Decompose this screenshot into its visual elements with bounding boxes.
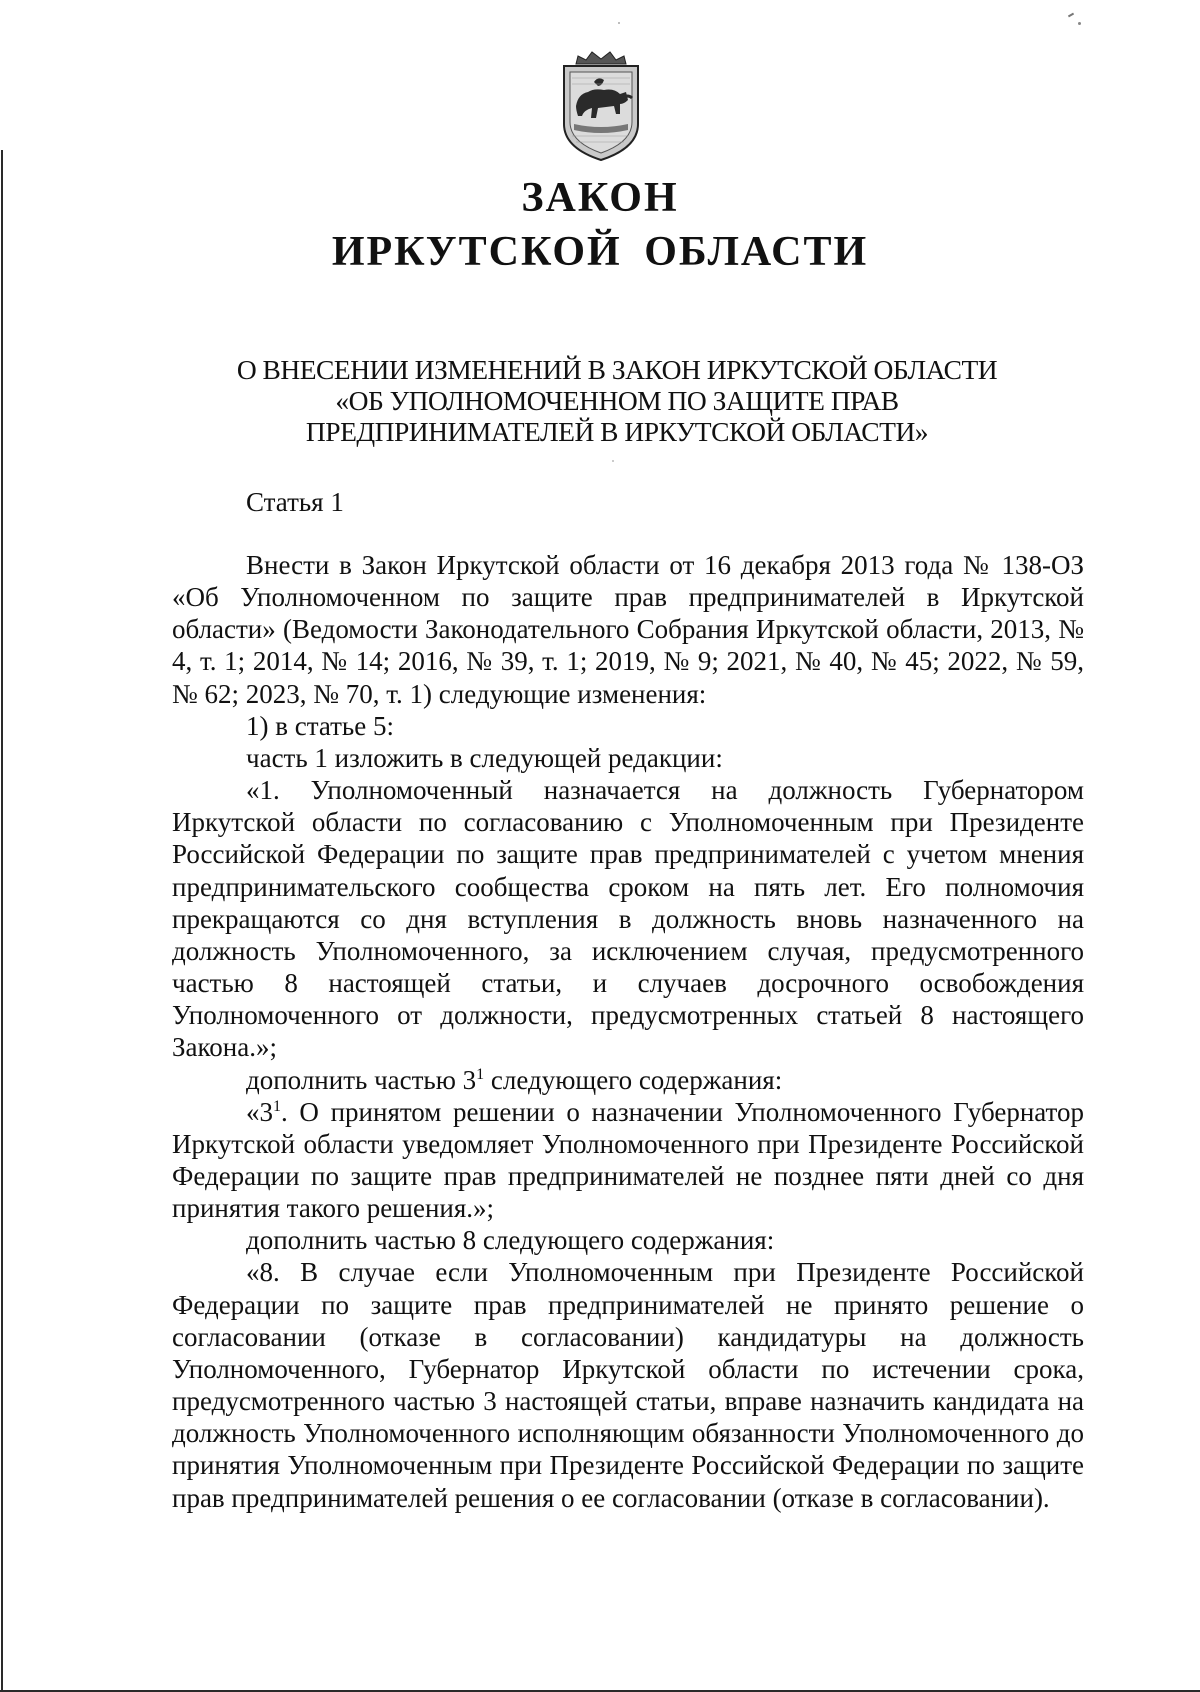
scan-speck (612, 460, 614, 462)
paragraph: Внести в Закон Иркутской области от 16 декабря 2013 года № 138-ОЗ «Об Уполномоченном по защите прав предпринимателей в Иркутской области» (Ведомости Законодательного Собрания Иркутской области, 2013, № 4, т. 1; 2014, № 14; 2016, № 39, т. 1; 2019, № 9; 2021, № 40, № 45; 2022, № 59, № 62; 2023, № 70, т. 1) следующие изменения: (172, 550, 1084, 709)
scan-speck (1078, 22, 1081, 25)
superscript: 1 (476, 1065, 485, 1083)
coat-of-arms-emblem (554, 50, 648, 162)
scan-speck (1068, 13, 1074, 18)
scan-edge-left (1, 150, 3, 1690)
subtitle-line: ПРЕДПРИНИМАТЕЛЕЙ В ИРКУТСКОЙ ОБЛАСТИ» (305, 416, 929, 447)
region-title: ИРКУТСКОЙ ОБЛАСТИ (331, 229, 869, 275)
paragraph: 1) в статье 5: (246, 710, 394, 741)
paragraph: часть 1 изложить в следующей редакции: (246, 742, 723, 773)
paragraph: «8. В случае если Уполномоченным при Президенте Российской Федерации по защите прав предпринимателей не принято решение о согласовании (отказе в согласовании) кандидатуры на должность Уполномоченного, Губернатор Иркутской области по истечении срока, предусмотренного частью 3 настоящей статьи, вправе назначить кандидата на должность Уполномоченного исполняющим обязанности Уполномоченного до принятия Уполномоченным при Президенте Российской Федерации по защите прав предпринимателей решения о ее согласовании (отказе в согласовании). (172, 1257, 1084, 1513)
paragraph-text: «3 (246, 1096, 273, 1127)
superscript: 1 (273, 1097, 281, 1115)
paragraph: дополнить частью 8 следующего содержания: (246, 1225, 775, 1256)
paragraph: «1. Уполномоченный назначается на должность Губернатором Иркутской области по согласованию с Уполномоченным при Президенте Российской Федерации по защите прав предпринимателей с учетом мнения предпринимательского сообщества сроком на пять лет. Его полномочия прекращаются со дня вступления в должность вновь назначенного на должность Уполномоченного, за исключением случая, предусмотренного частью 8 настоящей статьи, и случаев досрочного освобождения Уполномоченного от должности, предусмотренных статьей 8 настоящего Закона.»; (172, 775, 1084, 1063)
paragraph (172, 1096, 1084, 1225)
article-heading: Статья 1 (246, 487, 344, 517)
law-title: ЗАКОН (521, 175, 679, 221)
law-subtitle (200, 354, 1034, 447)
paragraph-text: следующего содержания: (484, 1064, 783, 1095)
paragraph-text: . О принятом решении о назначении Уполномоченного Губернатор Иркутской области уведомляет Уполномоченного при Президенте Российской Федерации по защите прав предпринимателей не позднее пяти дней со дня принятия такого решения.»; (172, 1096, 1084, 1224)
subtitle-line: «ОБ УПОЛНОМОЧЕННОМ ПО ЗАЩИТЕ ПРАВ (335, 385, 899, 416)
paragraph-text: дополнить частью 3 (246, 1064, 477, 1095)
subtitle-line: О ВНЕСЕНИИ ИЗМЕНЕНИЙ В ЗАКОН ИРКУТСКОЙ ОБЛАСТИ (236, 354, 998, 385)
paragraph (172, 1064, 1084, 1096)
document-body (172, 549, 1084, 1514)
scan-speck (618, 22, 620, 24)
